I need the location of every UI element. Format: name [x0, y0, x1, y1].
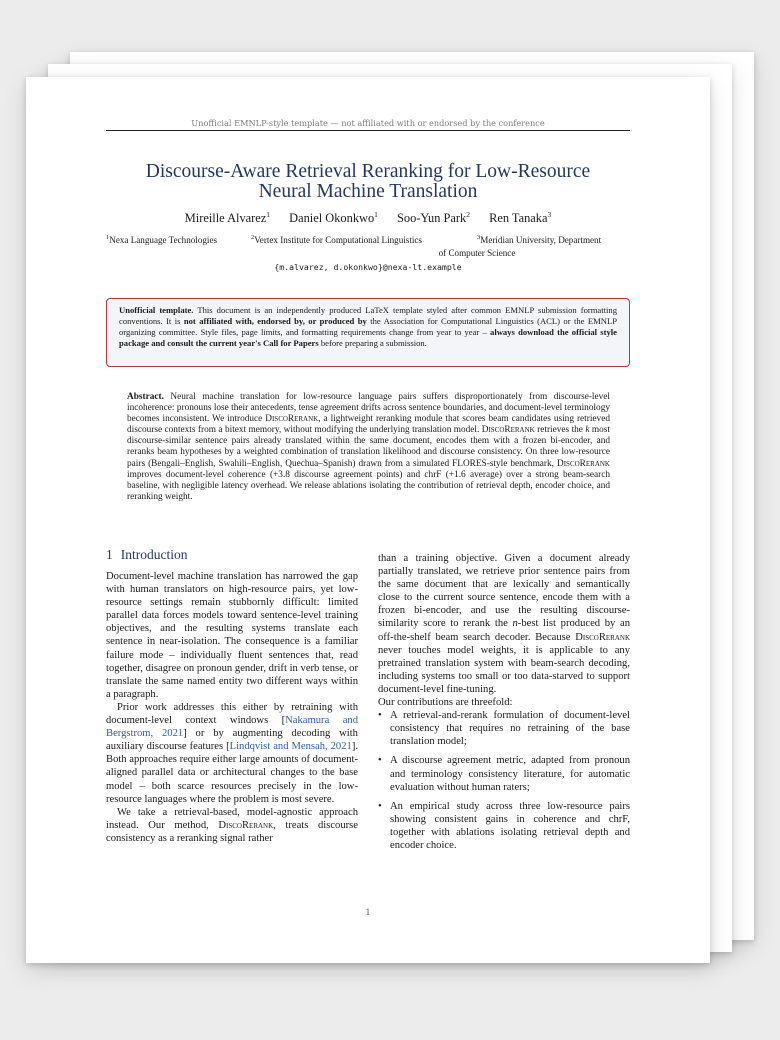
paragraph-continued: than a training objective. Given a document already partially translated, we retrieve prior sentence pairs from the same document that are lexically and semantically close to the current source sentence, encode them with a frozen bi-encoder, and use the resulting discourse-similarity score to rerank the n-best list produced by an off-the-shelf beam search decoder. Because DiscoRerank never touches model weights, it is applicable to any pretrained translation system with beam-search decoding, including systems too small or too data-starved to support document-level fine-tuning. [378, 553, 630, 695]
paper-page [26, 77, 710, 963]
contact-email: {m.alvarez, d.okonkwo}@nexa-lt.example [274, 262, 462, 272]
list-item: • A retrieval-and-rerank formulation of document-level consistency that requires no retraining of the base translation model; [378, 710, 630, 748]
list-item: • A discourse agreement metric, adapted from pronoun and terminology consistency literature, for automatic evaluation without human raters; [378, 755, 630, 793]
abstract-label: Abstract. [127, 392, 164, 402]
title-line-2: Neural Machine Translation [258, 181, 478, 202]
unofficial-template-notice: Unofficial template. This document is an independently produced LaTeX template styled after common EMNLP submission formatting conventions. It is not affiliated with, endorsed by, or produced by the Association for Computational Linguistics (ACL) or the EMNLP organizing committee. Style files, page limits, and formatting requirements change from year to year – always download the official style package and consult the current year's Call for Papers before preparing a submission. [106, 298, 630, 367]
author-list [86, 210, 650, 226]
paragraph: We take a retrieval-based, model-agnostic approach instead. Our method, DiscoRerank, treats discourse consistency as a reranking signal rather [106, 806, 358, 844]
contributions-lead: Our contributions are threefold: [378, 697, 513, 709]
author: Mireille Alvarez$^1$ [184, 210, 271, 226]
running-header: Unofficial EMNLP-style template — not affiliated with or endorsed by the conference [191, 118, 545, 128]
list-item: • An empirical study across three low-resource pairs showing consistent gains in coherence and chrF, together with ablations isolating retrieval depth and encoder choice. [378, 800, 630, 851]
author: Soo-Yun Park$^2$ [397, 210, 470, 226]
citation-link[interactable]: Lindqvist and Mensah, 2021 [229, 741, 352, 753]
affiliation: $^2$Vertex Institute for Computational Linguistics [251, 234, 422, 246]
author: Daniel Okonkwo$^1$ [289, 210, 378, 226]
paragraph: Document-level machine translation has narrowed the gap with human translators on high-resource pairs, yet low-resource settings remain stubbornly difficult: limited parallel data forces models toward sentence-level training objectives, and the resulting systems translate each sentence in near-isolation. The consequence is a familiar failure mode – individually fluent sentences that, read together, disagree on pronoun gender, drift in verb tense, or translate the same named entity two different ways within a paragraph. [106, 571, 358, 700]
abstract: Abstract. Neural machine translation for low-resource language pairs suffers disproportionately from discourse-level incoherence: pronouns lose their antecedents, tense agreement drifts across sentence boundaries, and document-level terminology becomes inconsistent. We introduce DiscoRerank, a lightweight reranking module that scores beam candidates using retrieved discourse contexts from a bitext memory, without modifying the underlying translation model. DiscoRerank retrieves the k most discourse-similar sentence pairs already translated within the same document, encodes them with a frozen bi-encoder, and reranks beam hypotheses by a weighted combination of translation likelihood and discourse consistency. On three low-resource pairs (Bengali–English, Swahili–English, Quechua–Spanish) drawn from a simulated FLORES-style benchmark, DiscoRerank improves document-level coherence (+3.8 discourse agreement points) and chrF (+1.6 average) over a strong beam-search baseline, with negligible latency overhead. We release ablations isolating the contribution of retrieval depth, encoder choice, and reranking weight. [127, 392, 610, 502]
page-number: 1 [365, 908, 371, 917]
paper-title [86, 162, 650, 202]
affiliation: $^3$Meridian University, Department of Computer Science [438, 234, 602, 259]
contributions-list [378, 709, 630, 852]
title-line-1: Discourse-Aware Retrieval Reranking for Low-Resource [145, 161, 591, 182]
right-column [378, 552, 630, 858]
left-column [106, 547, 358, 845]
citation-link[interactable]: Nakamura and Bergstrom, 2021 [106, 715, 358, 740]
affiliation: $^1$Nexa Language Technologies [106, 234, 218, 246]
section-heading: 1 Introduction [106, 547, 188, 562]
header-rule [106, 130, 630, 131]
author: Ren Tanaka$^3$ [489, 210, 552, 226]
paragraph: Prior work addresses this either by retraining with document-level context windows [Nakamura and Bergstrom, 2021] or by augmenting decoding with auxiliary discourse features [Lindqvist and Mensah, 2021]. Both approaches require either large amounts of document-aligned parallel data or architectural changes to the base model – both scarce resources precisely in the low-resource languages where the problem is most severe. [106, 701, 358, 805]
